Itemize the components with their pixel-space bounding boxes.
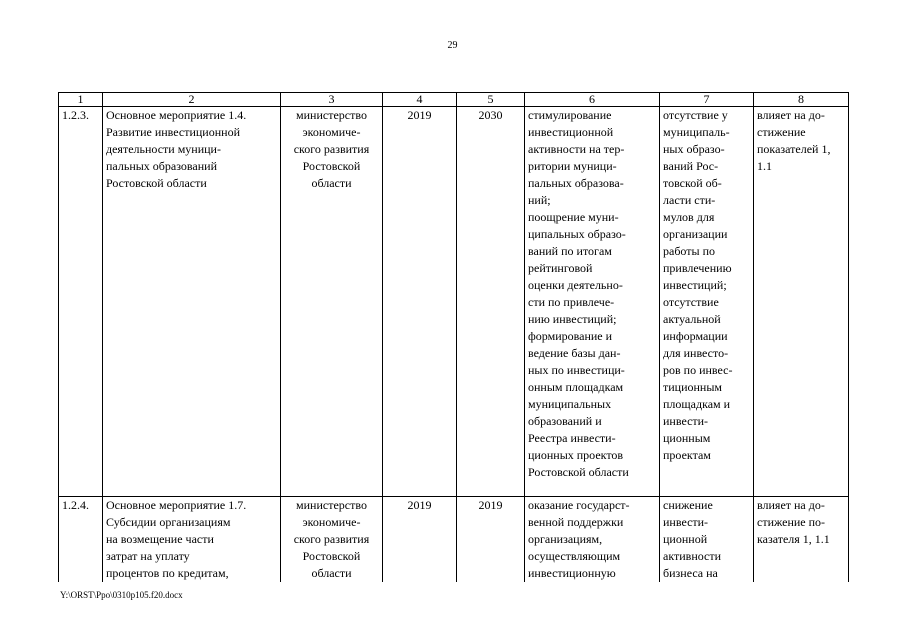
executor: министерство экономиче- ского развития Ростовской области	[281, 497, 383, 583]
program-table	[58, 92, 849, 582]
header-cell: 5	[457, 93, 525, 107]
row-number: 1.2.3.	[59, 107, 103, 497]
header-cell: 2	[103, 93, 281, 107]
row-number: 1.2.4.	[59, 497, 103, 583]
expected-result: стимулирование инвестиционной активности на тер- ритории муници- пальных образова- ний; поощрение муни- ципальных образо- ваний по итогам рейтинговой оценки деятельно- сти по привлече- нию инвестиций; формирование и ведение базы дан- ных по инвестици- онным площадкам муниципальных образований и Реестра инвести- ционных проектов Ростовской области	[525, 107, 660, 497]
start-year: 2019	[383, 107, 457, 497]
end-year: 2019	[457, 497, 525, 583]
page-number: 29	[447, 40, 458, 51]
executor: министерство экономиче- ского развития Ростовской области	[281, 107, 383, 497]
start-year: 2019	[383, 497, 457, 583]
header-cell: 7	[660, 93, 754, 107]
consequences: отсутствие у муниципаль- ных образо- ваний Рос- товской об- ласти сти- мулов для организации работы по привлечению инвестиций; отсутствие актуальной информации для инвесто- ров по инвес- тиционным площадкам и инвести- ционным проектам	[660, 107, 754, 497]
header-row	[59, 93, 849, 107]
activity-name: Основное мероприятие 1.7. Субсидии организациям на возмещение части затрат на уплату процентов по кредитам,	[103, 497, 281, 583]
indicator-link: влияет на до- стижение показателей 1, 1.1	[754, 107, 849, 497]
footer-file-path: Y:\ORST\Ppo\0310p105.f20.docx	[60, 590, 183, 600]
header-cell: 6	[525, 93, 660, 107]
header-cell: 8	[754, 93, 849, 107]
indicator-link: влияет на до- стижение по- казателя 1, 1.1	[754, 497, 849, 583]
table-row	[59, 497, 849, 583]
header-cell: 4	[383, 93, 457, 107]
end-year: 2030	[457, 107, 525, 497]
expected-result: оказание государст- венной поддержки организациям, осуществляющим инвестиционную	[525, 497, 660, 583]
header-cell: 3	[281, 93, 383, 107]
table-row	[59, 107, 849, 497]
consequences: снижение инвести- ционной активности бизнеса на	[660, 497, 754, 583]
activity-name: Основное мероприятие 1.4. Развитие инвестиционной деятельности муници- пальных образований Ростовской области	[103, 107, 281, 497]
header-cell: 1	[59, 93, 103, 107]
